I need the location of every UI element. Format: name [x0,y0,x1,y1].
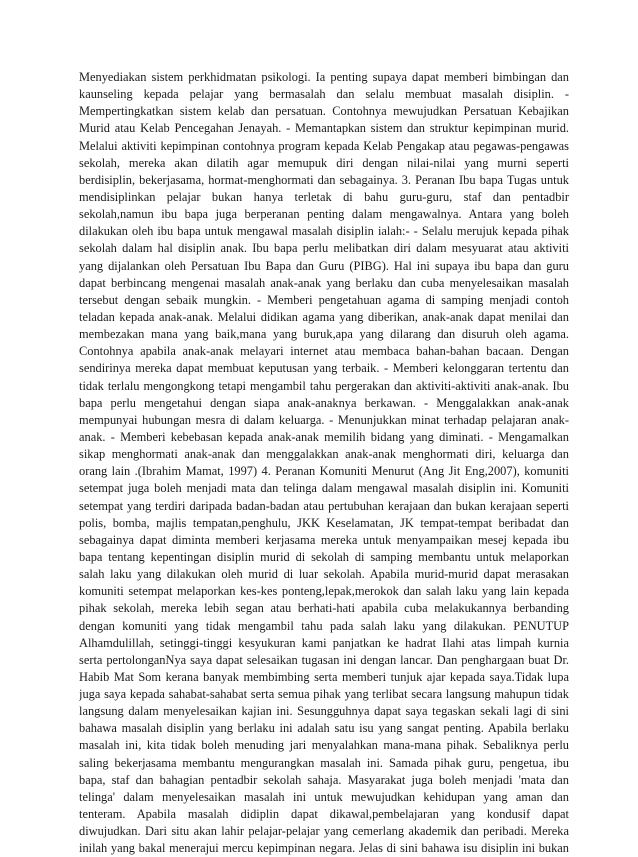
text-line: mempunyai hubungan mesra di dalam keluarga. - Menunjukkan minat terhadap pelajaran anak- [79,412,569,427]
text-line: Murid atau Kelab Pencegahan Jenayah. - Memantapkan sistem dan struktur kepimpinan murid. [79,121,569,136]
text-line: dapat berbincang mengenai masalah anak-anak yang berlaku dan cuba menyelesaikan masalah [79,275,569,290]
text-line: sekolah,namun ibu bapa juga berperanan penting dalam mengawalnya. Antara yang boleh [79,207,569,222]
text-line: bapa, staf dan bahagian pentadbir sekolah sahaja. Masyarakat juga boleh menjadi 'mata dan [79,772,569,787]
text-line: dengan komuniti yang tidak mengambil tahu pada salah laku yang dilakukan. PENUTUP [79,618,569,633]
text-line: teladan kepada anak-anak. Melalui didikan agama yang diberikan, anak-anak dapat menilai dan [79,309,569,324]
text-line: setempat yang terdiri daripada badan-badan atau pertubuhan kerajaan dan bukan kerajaan seperti [79,498,569,513]
text-line: bapa perlu mengetahui dengan siapa anak-anaknya berkawan. - Menggalakkan anak-anak [79,395,569,410]
text-line: berdisiplin, bekerjasama, hormat-menghormati dan sebagainya. 3. Peranan Ibu bapa Tugas untuk [79,172,569,187]
text-line: salah laku yang dilakukan oleh murid di luar sekolah. Apabila murid-murid dapat merasakan [79,567,569,582]
text-line: inilah yang bakal menerajui mercu kepimpinan negara. Jelas di sini bahawa isu disiplin ini bukan [79,841,569,856]
text-line: sendirinya mereka dapat membuat keputusan yang terbaik. - Memberi kelonggaran tertentu dan [79,361,569,376]
text-line: anak. - Memberi kebebasan kepada anak-anak memilih bidang yang diminati. - Mengamalkan [79,429,569,444]
text-line: tersebut dengan sebaik mungkin. - Memberi pengetahuan agama di samping menjadi contoh [79,292,569,307]
text-line: bahawa masalah disiplin yang berlaku ini adalah satu isu yang sangat penting. Apabila berlaku [79,721,569,736]
text-line: langsung dalam menyelesaikan kajian ini. Sesungguhnya dapat saya tegaskan sekali lagi di sini [79,704,569,719]
text-line: membezakan mana yang baik,mana yang buruk,apa yang dilarang dan disuruh oleh agama. [79,327,569,342]
text-line: serta pertolonganNya saya dapat selesaikan tugasan ini dengan lancar. Dan penghargaan buat Dr. [79,652,569,667]
body-text [79,69,569,857]
text-line: Habib Mat Som kerana banyak membimbing serta memberi tunjuk ajar kepada saya.Tidak lupa [79,669,569,684]
text-line: kaunseling kepada pelajar yang bermasalah dan selalu membuat masalah disiplin. - [79,87,569,102]
text-line: sekolah, mereka akan dilatih agar memupuk diri dengan nilai-nilai yang murni seperti [79,155,569,170]
text-line: setempat juga boleh menjadi mata dan telinga dalam mengawal masalah disiplin ini. Komuniti [79,481,569,496]
text-line: juga saya kepada sahabat-sahabat serta semua pihak yang terlibat secara langsung mahupun tidak [79,687,569,702]
text-line: sekolah dalam hal disiplin anak. Ibu bapa perlu melibatkan diri dalam mesyuarat atau aktiviti [79,241,569,256]
text-line: Contohnya apabila anak-anak melayari internet atau membaca bahan-bahan bacaan. Dengan [79,344,569,359]
text-line: dilakukan oleh ibu bapa untuk mengawal masalah disiplin ialah:- - Selalu merujuk kepada pihak [79,224,569,239]
text-line: orang lain .(Ibrahim Mamat, 1997) 4. Peranan Komuniti Menurut (Ang Jit Eng,2007), komuniti [79,464,569,479]
text-line: tidak terlalu mengongkong tetapi mengambil tahu pergerakan dan aktiviti-aktiviti anak-anak. Ibu [79,378,569,393]
text-line: saling bekerjasama membantu mengurangkan masalah ini. Samada pihak guru, pengetua, ibu [79,755,569,770]
text-line: Mempertingkatkan sistem kelab dan persatuan. Contohnya mewujudkan Persatuan Kebajikan [79,104,569,119]
text-line: Menyediakan sistem perkhidmatan psikologi. Ia penting supaya dapat memberi bimbingan dan [79,70,569,84]
text-line: polis, bomba, majlis tempatan,penghulu, JKK Keselamatan, JK tempat-tempat beribadat dan [79,515,569,530]
text-line: sebagainya dapat diminta memberi kerjasama mereka untuk menyampaikan mesej kepada ibu [79,532,569,547]
text-line: mendisiplinkan pelajar bukan hanya terletak di bahu guru-guru, staf dan pentadbir [79,189,569,204]
text-line: diwujudkan. Dari situ akan lahir pelajar-pelajar yang cemerlang akademik dan peribadi. Mereka [79,824,569,839]
text-line: Alhamdulillah, setinggi-tinggi kesyukuran kami panjatkan ke hadrat Ilahi atas limpah kurnia [79,635,569,650]
text-line: Melalui aktiviti kepimpinan contohnya program kepada Kelab Pengakap atau pegawas-pengawas [79,138,569,153]
text-line: bapa tentang kepentingan disiplin murid di sekolah di samping membantu untuk melaporkan [79,549,569,564]
text-line: sikap menghormati anak-anak dan menggalakkan anak-anak menghormati diri, keluarga dan [79,447,569,462]
text-line: tenteram. Apabila masalah didiplin dapat dikawal,pembelajaran yang kondusif dapat [79,807,569,822]
text-line: yang dijalankan oleh Persatuan Ibu Bapa dan Guru (PIBG). Hal ini supaya ibu bapa dan guru [79,258,569,273]
text-line: pihak sekolah, mereka lebih segan atau berhati-hati apabila cuba melakukannya berbanding [79,601,569,616]
text-line: masalah ini, kita tidak boleh menuding jari menyalahkan mana-mana pihak. Sebaliknya perlu [79,738,569,753]
text-line: komuniti setempat melaporkan kes-kes ponteng,lepak,merokok dan salah laku yang lain kepada [79,584,569,599]
text-line: telinga' dalam menyelesaikan masalah ini untuk mewujudkan kehidupan yang aman dan [79,789,569,804]
